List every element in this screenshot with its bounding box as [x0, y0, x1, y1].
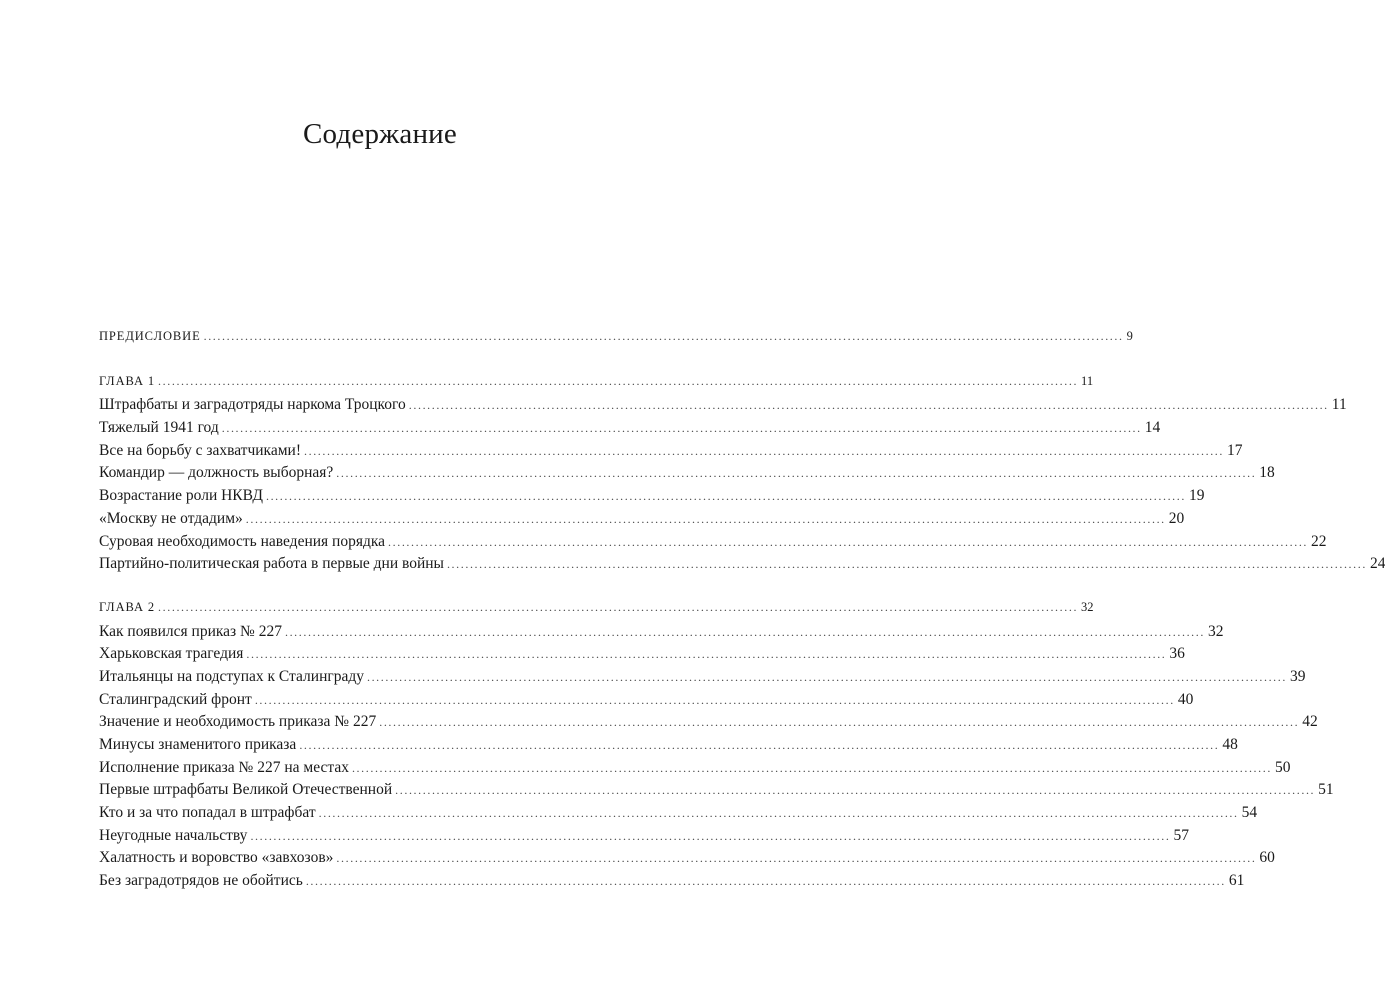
toc-page-number: 11: [1331, 396, 1347, 414]
toc-entry-label: Халатность и воровство «завхозов»: [99, 849, 334, 867]
dot-leader: ........................................................................................................................................................................................................: [284, 624, 1205, 639]
dot-leader: ........................................................................................................................................................................................................: [305, 874, 1226, 889]
toc-page-number: 19: [1188, 487, 1205, 505]
toc-entry[interactable]: [99, 849, 1275, 872]
toc-entry-label: Без заградотрядов не обойтись: [99, 872, 303, 890]
dot-leader: ........................................................................................................................................................................................................: [351, 760, 1272, 775]
toc-page-number: 60: [1259, 849, 1275, 867]
page-title: Содержание: [303, 118, 457, 150]
toc-page-number: 54: [1241, 804, 1258, 822]
toc-page-number: 42: [1302, 713, 1318, 731]
toc-page-number: 48: [1222, 736, 1238, 753]
dot-leader: ........................................................................................................................................................................................................: [203, 329, 1124, 343]
dot-leader: ........................................................................................................................................................................................................: [336, 466, 1257, 481]
toc-entry-label: Неугодные начальству: [99, 826, 248, 844]
toc-page-number: 22: [1311, 532, 1327, 550]
toc-entry[interactable]: [99, 781, 1334, 804]
toc-entry[interactable]: [99, 509, 1185, 533]
dot-leader: ........................................................................................................................................................................................................: [304, 443, 1224, 458]
toc-entry[interactable]: [99, 645, 1185, 668]
toc-entry-label: Штрафбаты и заградотряды наркома Троцкого: [99, 396, 406, 414]
toc-page-number: 32: [1081, 599, 1094, 614]
toc-page-number: 51: [1318, 781, 1334, 799]
dot-leader: ........................................................................................................................................................................................................: [395, 783, 1316, 798]
toc-entry[interactable]: [99, 758, 1291, 782]
toc-entry-label: Первые штрафбаты Великой Отечественной: [99, 781, 393, 799]
toc-entry[interactable]: [99, 667, 1306, 691]
toc-entry-preface[interactable]: [99, 329, 1133, 352]
dot-leader: ........................................................................................................................................................................................................: [336, 851, 1257, 866]
toc-page-number: 39: [1289, 667, 1306, 685]
dot-leader: ........................................................................................................................................................................................................: [446, 557, 1367, 572]
toc-entry-label: Все на борьбу с захватчиками!: [99, 441, 301, 459]
dot-leader: ........................................................................................................................................................................................................: [265, 489, 1186, 504]
toc-page-number: 14: [1144, 419, 1161, 437]
toc-page-number: 57: [1173, 826, 1189, 844]
toc-entry-chapter-2[interactable]: [99, 599, 1094, 623]
dot-leader: ........................................................................................................................................................................................................: [379, 715, 1300, 730]
toc-page-number: 9: [1126, 329, 1133, 343]
toc-page-number: 18: [1259, 464, 1275, 482]
toc-page-number: 40: [1177, 690, 1194, 708]
toc-entry-label: Возрастание роли НКВД: [99, 487, 263, 505]
toc-entry-label: Тяжелый 1941 год: [99, 419, 219, 437]
toc-page-number: 36: [1169, 645, 1185, 663]
dot-leader: ........................................................................................................................................................................................................: [299, 738, 1220, 752]
toc-entry[interactable]: [99, 690, 1194, 714]
toc-entry[interactable]: [99, 532, 1327, 556]
dot-leader: ........................................................................................................................................................................................................: [250, 828, 1171, 843]
toc-entry-label: Командир — должность выборная?: [99, 464, 334, 482]
toc-page-number: 11: [1081, 373, 1094, 388]
dot-leader: ........................................................................................................................................................................................................: [318, 806, 1239, 821]
toc-entry[interactable]: [99, 736, 1238, 759]
dot-leader: ........................................................................................................................................................................................................: [158, 599, 1079, 614]
toc-entry-label: ГЛАВА 1: [99, 373, 156, 388]
table-of-contents: [99, 329, 1385, 895]
toc-page-number: 20: [1168, 509, 1185, 527]
toc-entry[interactable]: [99, 419, 1161, 442]
toc-entry-label: ПРЕДИСЛОВИЕ: [99, 329, 201, 343]
toc-entry-chapter-1[interactable]: [99, 373, 1094, 397]
toc-page-number: 32: [1207, 622, 1224, 640]
toc-entry-label: Итальянцы на подступах к Сталинграду: [99, 667, 364, 685]
toc-entry-label: «Москву не отдадим»: [99, 509, 243, 527]
dot-leader: ........................................................................................................................................................................................................: [388, 534, 1309, 549]
toc-entry-label: Кто и за что попадал в штрафбат: [99, 804, 316, 822]
toc-entry[interactable]: [99, 441, 1243, 465]
toc-entry-label: Исполнение приказа № 227 на местах: [99, 758, 349, 776]
toc-entry-label: Партийно-политическая работа в первые дни войны: [99, 555, 444, 573]
toc-entry[interactable]: [99, 396, 1347, 419]
dot-leader: ........................................................................................................................................................................................................: [158, 373, 1079, 388]
dot-leader: ........................................................................................................................................................................................................: [408, 398, 1329, 413]
toc-entry[interactable]: [99, 622, 1224, 646]
toc-entry-label: Сталинградский фронт: [99, 690, 252, 708]
dot-leader: ........................................................................................................................................................................................................: [221, 421, 1142, 436]
toc-entry[interactable]: [99, 487, 1205, 510]
toc-page-number: 61: [1228, 872, 1245, 890]
toc-page-number: 17: [1227, 441, 1243, 459]
toc-entry-label: Как появился приказ № 227: [99, 622, 282, 640]
dot-leader: ........................................................................................................................................................................................................: [245, 511, 1166, 526]
toc-entry-label: ГЛАВА 2: [99, 599, 156, 614]
dot-leader: ........................................................................................................................................................................................................: [254, 692, 1175, 707]
toc-entry[interactable]: [99, 464, 1275, 487]
toc-entry-label: Суровая необходимость наведения порядка: [99, 532, 386, 550]
toc-entry-label: Харьковская трагедия: [99, 645, 244, 663]
toc-entry[interactable]: [99, 804, 1258, 827]
dot-leader: ........................................................................................................................................................................................................: [366, 669, 1287, 684]
toc-page-number: 24: [1369, 555, 1385, 573]
toc-entry[interactable]: [99, 826, 1189, 850]
dot-leader: ........................................................................................................................................................................................................: [246, 647, 1167, 662]
toc-entry-label: Минусы знаменитого приказа: [99, 736, 297, 753]
toc-entry-label: Значение и необходимость приказа № 227: [99, 713, 377, 731]
toc-entry[interactable]: [99, 872, 1245, 895]
toc-entry[interactable]: [99, 555, 1385, 578]
toc-entry[interactable]: [99, 713, 1318, 736]
toc-page-number: 50: [1274, 758, 1291, 776]
